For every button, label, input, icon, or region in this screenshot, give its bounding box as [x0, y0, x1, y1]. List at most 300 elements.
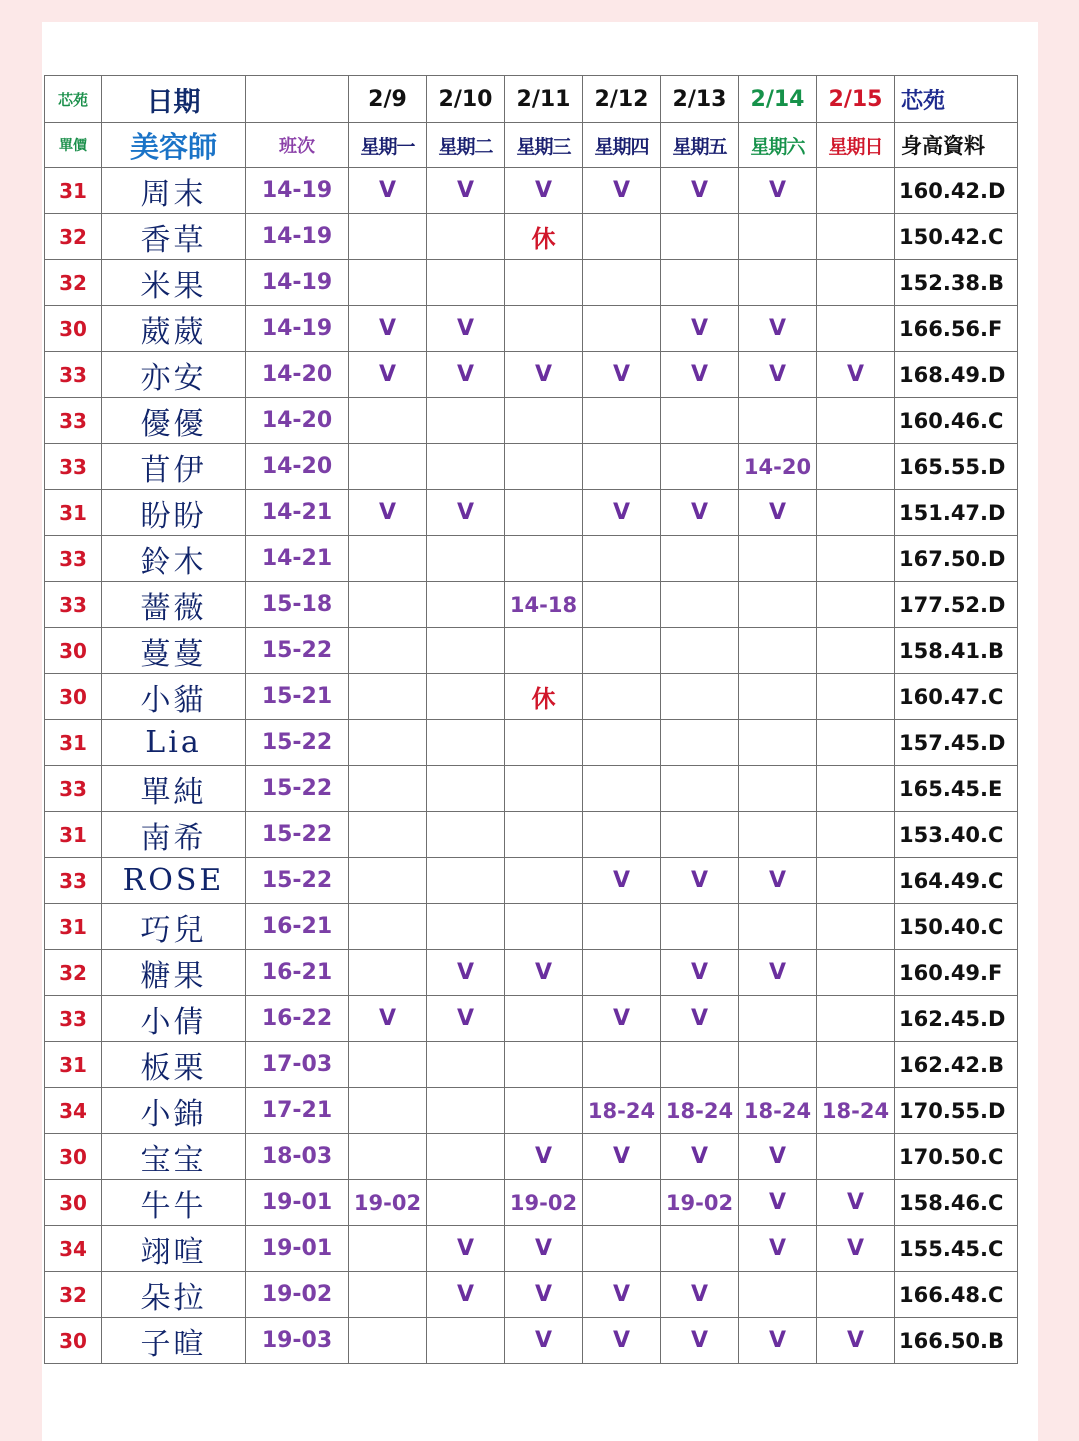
shift-cell: 14-19	[246, 168, 349, 214]
table-row	[45, 1042, 1018, 1088]
day-cell: 19-02	[349, 1180, 427, 1226]
beautician-name: 周末	[102, 168, 246, 214]
day-cell	[349, 628, 427, 674]
price-cell: 31	[45, 1042, 102, 1088]
day-cell	[349, 720, 427, 766]
table-row	[45, 628, 1018, 674]
day-cell	[661, 720, 739, 766]
schedule-table	[44, 75, 1018, 1364]
beautician-name: 蔓蔓	[102, 628, 246, 674]
day-cell	[505, 720, 583, 766]
day-cell	[427, 904, 505, 950]
header-date: 2/13	[661, 76, 739, 123]
day-cell: V	[739, 950, 817, 996]
day-cell	[349, 1272, 427, 1318]
day-cell: V	[505, 168, 583, 214]
shift-cell: 15-18	[246, 582, 349, 628]
day-cell	[583, 812, 661, 858]
day-cell: 18-24	[661, 1088, 739, 1134]
table-row	[45, 352, 1018, 398]
price-cell: 31	[45, 904, 102, 950]
day-cell	[583, 628, 661, 674]
height-info-cell: 160.46.C	[895, 398, 1018, 444]
day-cell: V	[583, 996, 661, 1042]
right-corner-label: 芯苑	[895, 76, 1018, 123]
beautician-name: 香草	[102, 214, 246, 260]
corner-label: 芯苑	[45, 76, 102, 123]
day-cell: V	[739, 858, 817, 904]
day-cell	[505, 1088, 583, 1134]
day-cell: V	[583, 352, 661, 398]
height-info-cell: 157.45.D	[895, 720, 1018, 766]
shift-cell: 19-02	[246, 1272, 349, 1318]
day-cell	[739, 766, 817, 812]
header-date-sunday: 2/15	[817, 76, 895, 123]
day-cell	[583, 444, 661, 490]
shift-cell: 16-21	[246, 950, 349, 996]
day-cell	[427, 628, 505, 674]
price-cell: 30	[45, 1180, 102, 1226]
shift-cell: 14-20	[246, 352, 349, 398]
table-row	[45, 1180, 1018, 1226]
day-cell: 14-20	[739, 444, 817, 490]
height-info-cell: 151.47.D	[895, 490, 1018, 536]
day-cell	[817, 904, 895, 950]
day-cell	[817, 766, 895, 812]
day-cell	[349, 1088, 427, 1134]
height-info-cell: 167.50.D	[895, 536, 1018, 582]
day-cell	[427, 766, 505, 812]
table-row	[45, 766, 1018, 812]
shift-cell: 14-19	[246, 306, 349, 352]
height-info-cell: 162.42.B	[895, 1042, 1018, 1088]
day-cell	[427, 214, 505, 260]
shift-cell: 15-22	[246, 812, 349, 858]
price-cell: 34	[45, 1088, 102, 1134]
header-date: 2/10	[427, 76, 505, 123]
day-cell	[427, 536, 505, 582]
schedule-sheet	[42, 22, 1038, 1441]
day-cell: V	[427, 1272, 505, 1318]
height-info-cell: 158.46.C	[895, 1180, 1018, 1226]
height-info-cell: 150.42.C	[895, 214, 1018, 260]
height-info-cell: 155.45.C	[895, 1226, 1018, 1272]
day-cell	[583, 766, 661, 812]
height-info-cell: 158.41.B	[895, 628, 1018, 674]
day-cell	[349, 214, 427, 260]
day-cell	[349, 444, 427, 490]
day-cell	[349, 674, 427, 720]
price-cell: 31	[45, 720, 102, 766]
shift-cell: 14-19	[246, 260, 349, 306]
day-cell	[583, 674, 661, 720]
beautician-name: 鈴木	[102, 536, 246, 582]
day-cell	[349, 1042, 427, 1088]
beautician-name: 葳葳	[102, 306, 246, 352]
height-info-header: 身高資料	[895, 123, 1018, 168]
header-date: 2/9	[349, 76, 427, 123]
price-cell: 32	[45, 950, 102, 996]
day-cell	[583, 398, 661, 444]
day-cell	[583, 904, 661, 950]
price-cell: 30	[45, 628, 102, 674]
day-cell: V	[817, 1226, 895, 1272]
day-cell	[817, 582, 895, 628]
height-info-cell: 170.50.C	[895, 1134, 1018, 1180]
day-cell	[427, 444, 505, 490]
height-info-cell: 162.45.D	[895, 996, 1018, 1042]
price-cell: 33	[45, 766, 102, 812]
day-cell: V	[349, 168, 427, 214]
day-cell	[661, 260, 739, 306]
table-row	[45, 950, 1018, 996]
day-cell	[817, 168, 895, 214]
day-cell	[427, 582, 505, 628]
day-cell	[817, 996, 895, 1042]
shift-cell: 15-21	[246, 674, 349, 720]
day-cell: V	[661, 490, 739, 536]
day-cell: 休	[505, 674, 583, 720]
price-cell: 33	[45, 996, 102, 1042]
beautician-name: 盼盼	[102, 490, 246, 536]
height-info-cell: 165.55.D	[895, 444, 1018, 490]
day-cell	[583, 582, 661, 628]
price-cell: 33	[45, 582, 102, 628]
shift-cell: 14-21	[246, 490, 349, 536]
day-cell: V	[349, 352, 427, 398]
day-cell	[661, 444, 739, 490]
price-cell: 32	[45, 214, 102, 260]
height-info-cell: 160.42.D	[895, 168, 1018, 214]
day-cell: V	[349, 996, 427, 1042]
height-info-cell: 166.56.F	[895, 306, 1018, 352]
day-cell	[739, 582, 817, 628]
day-cell	[505, 490, 583, 536]
day-cell	[427, 858, 505, 904]
day-cell	[505, 996, 583, 1042]
day-cell	[349, 260, 427, 306]
height-info-cell: 160.47.C	[895, 674, 1018, 720]
day-cell	[739, 1272, 817, 1318]
day-cell: V	[817, 1180, 895, 1226]
day-cell: V	[427, 996, 505, 1042]
table-row	[45, 444, 1018, 490]
price-cell: 30	[45, 674, 102, 720]
day-cell: 18-24	[739, 1088, 817, 1134]
price-cell: 31	[45, 168, 102, 214]
day-cell	[427, 812, 505, 858]
day-cell: V	[661, 352, 739, 398]
day-cell: V	[583, 168, 661, 214]
height-info-cell: 170.55.D	[895, 1088, 1018, 1134]
day-cell: V	[661, 1318, 739, 1364]
day-cell	[583, 260, 661, 306]
day-cell	[427, 398, 505, 444]
day-cell: V	[349, 306, 427, 352]
day-cell	[739, 812, 817, 858]
day-cell: V	[505, 1318, 583, 1364]
day-cell: V	[661, 996, 739, 1042]
day-cell	[505, 444, 583, 490]
price-cell: 33	[45, 352, 102, 398]
day-cell	[427, 1180, 505, 1226]
day-cell	[505, 398, 583, 444]
price-cell: 34	[45, 1226, 102, 1272]
day-cell	[349, 1318, 427, 1364]
beautician-name: 小倩	[102, 996, 246, 1042]
day-cell: V	[583, 490, 661, 536]
price-cell: 30	[45, 1134, 102, 1180]
day-cell	[817, 720, 895, 766]
day-cell: V	[583, 1272, 661, 1318]
shift-cell: 14-20	[246, 398, 349, 444]
table-row	[45, 674, 1018, 720]
day-cell	[817, 536, 895, 582]
beautician-name: 薔薇	[102, 582, 246, 628]
day-cell	[661, 1042, 739, 1088]
weekday-header: 星期三	[505, 123, 583, 168]
day-cell	[427, 1042, 505, 1088]
header-date-saturday: 2/14	[739, 76, 817, 123]
beautician-name: 苜伊	[102, 444, 246, 490]
shift-cell: 19-01	[246, 1180, 349, 1226]
day-cell	[427, 1088, 505, 1134]
day-cell	[739, 904, 817, 950]
day-cell: V	[583, 1134, 661, 1180]
day-cell: V	[661, 1134, 739, 1180]
beautician-name: 南希	[102, 812, 246, 858]
beautician-name: 亦安	[102, 352, 246, 398]
day-cell	[739, 260, 817, 306]
day-cell	[661, 674, 739, 720]
day-cell	[817, 306, 895, 352]
day-cell	[349, 536, 427, 582]
price-cell: 32	[45, 1272, 102, 1318]
day-cell	[739, 214, 817, 260]
header-date: 2/12	[583, 76, 661, 123]
day-cell: V	[661, 1272, 739, 1318]
day-cell: 19-02	[661, 1180, 739, 1226]
beautician-name: 小貓	[102, 674, 246, 720]
day-cell: V	[739, 168, 817, 214]
day-cell	[817, 950, 895, 996]
day-cell	[427, 260, 505, 306]
day-cell: 18-24	[583, 1088, 661, 1134]
day-cell: 14-18	[505, 582, 583, 628]
table-row	[45, 398, 1018, 444]
day-cell	[817, 628, 895, 674]
day-cell	[583, 214, 661, 260]
beautician-name: 巧兒	[102, 904, 246, 950]
table-row	[45, 1272, 1018, 1318]
day-cell	[817, 812, 895, 858]
shift-cell: 15-22	[246, 858, 349, 904]
day-cell: V	[739, 1318, 817, 1364]
shift-cell: 14-21	[246, 536, 349, 582]
price-cell: 32	[45, 260, 102, 306]
weekday-header-saturday: 星期六	[739, 123, 817, 168]
day-cell: V	[817, 352, 895, 398]
day-cell: V	[661, 950, 739, 996]
price-cell: 30	[45, 306, 102, 352]
day-cell: V	[505, 1134, 583, 1180]
day-cell	[349, 1226, 427, 1272]
day-cell	[349, 950, 427, 996]
day-cell	[505, 306, 583, 352]
day-cell	[661, 766, 739, 812]
day-cell: V	[505, 352, 583, 398]
shift-cell: 15-22	[246, 628, 349, 674]
beautician-name: Lia	[102, 720, 246, 766]
shift-cell: 17-21	[246, 1088, 349, 1134]
beautician-name: 板栗	[102, 1042, 246, 1088]
price-cell: 33	[45, 858, 102, 904]
price-cell: 33	[45, 536, 102, 582]
table-row	[45, 720, 1018, 766]
day-cell	[505, 536, 583, 582]
height-info-cell: 150.40.C	[895, 904, 1018, 950]
header-date: 2/11	[505, 76, 583, 123]
day-cell	[583, 1180, 661, 1226]
table-row	[45, 904, 1018, 950]
day-cell: V	[661, 306, 739, 352]
day-cell	[349, 398, 427, 444]
weekday-header: 星期一	[349, 123, 427, 168]
day-cell: V	[739, 1134, 817, 1180]
day-cell: V	[349, 490, 427, 536]
day-cell	[739, 720, 817, 766]
table-row	[45, 582, 1018, 628]
day-cell	[661, 628, 739, 674]
beautician-name: 朵拉	[102, 1272, 246, 1318]
day-cell: V	[427, 306, 505, 352]
beautician-name: 小錦	[102, 1088, 246, 1134]
date-title: 日期	[102, 76, 246, 123]
table-row	[45, 490, 1018, 536]
day-cell	[739, 674, 817, 720]
day-cell	[583, 950, 661, 996]
day-cell	[505, 904, 583, 950]
day-cell: V	[427, 950, 505, 996]
day-cell	[427, 1134, 505, 1180]
weekday-header: 星期四	[583, 123, 661, 168]
day-cell: V	[739, 352, 817, 398]
height-info-cell: 153.40.C	[895, 812, 1018, 858]
day-cell	[739, 1042, 817, 1088]
day-cell: 19-02	[505, 1180, 583, 1226]
day-cell: V	[427, 1226, 505, 1272]
table-row	[45, 1226, 1018, 1272]
day-cell	[349, 582, 427, 628]
height-info-cell: 177.52.D	[895, 582, 1018, 628]
shift-cell: 16-22	[246, 996, 349, 1042]
height-info-cell: 152.38.B	[895, 260, 1018, 306]
day-cell	[739, 536, 817, 582]
beautician-name: 單純	[102, 766, 246, 812]
height-info-cell: 166.48.C	[895, 1272, 1018, 1318]
shift-column-header: 班次	[246, 123, 349, 168]
header-empty-cell	[246, 76, 349, 123]
shift-cell: 14-19	[246, 214, 349, 260]
day-cell: V	[505, 1226, 583, 1272]
day-cell	[349, 812, 427, 858]
day-cell	[505, 260, 583, 306]
day-cell	[739, 398, 817, 444]
height-info-cell: 164.49.C	[895, 858, 1018, 904]
day-cell	[739, 628, 817, 674]
beautician-name: 優優	[102, 398, 246, 444]
day-cell: V	[583, 858, 661, 904]
header-row-labels	[45, 123, 1018, 168]
price-cell: 33	[45, 398, 102, 444]
day-cell	[349, 904, 427, 950]
table-row	[45, 306, 1018, 352]
height-info-cell: 166.50.B	[895, 1318, 1018, 1364]
beautician-name: 糖果	[102, 950, 246, 996]
day-cell: V	[739, 1226, 817, 1272]
day-cell	[661, 904, 739, 950]
day-cell	[505, 858, 583, 904]
table-row	[45, 858, 1018, 904]
price-cell: 31	[45, 490, 102, 536]
day-cell	[583, 1042, 661, 1088]
day-cell	[661, 536, 739, 582]
beautician-name: 子暄	[102, 1318, 246, 1364]
day-cell: V	[739, 490, 817, 536]
table-row	[45, 1134, 1018, 1180]
shift-cell: 14-20	[246, 444, 349, 490]
day-cell	[427, 674, 505, 720]
day-cell	[661, 398, 739, 444]
day-cell	[349, 858, 427, 904]
day-cell: V	[427, 352, 505, 398]
beautician-name: ROSE	[102, 858, 246, 904]
day-cell: 休	[505, 214, 583, 260]
day-cell	[817, 214, 895, 260]
table-row	[45, 812, 1018, 858]
day-cell	[817, 398, 895, 444]
beautician-name: 牛牛	[102, 1180, 246, 1226]
day-cell: 18-24	[817, 1088, 895, 1134]
day-cell: V	[427, 168, 505, 214]
day-cell	[739, 996, 817, 1042]
shift-cell: 17-03	[246, 1042, 349, 1088]
day-cell: V	[817, 1318, 895, 1364]
day-cell	[817, 490, 895, 536]
weekday-header: 星期二	[427, 123, 505, 168]
shift-cell: 15-22	[246, 720, 349, 766]
shift-cell: 18-03	[246, 1134, 349, 1180]
height-info-cell: 165.45.E	[895, 766, 1018, 812]
day-cell: V	[661, 858, 739, 904]
day-cell	[817, 444, 895, 490]
shift-cell: 16-21	[246, 904, 349, 950]
table-row	[45, 168, 1018, 214]
day-cell	[583, 536, 661, 582]
day-cell	[661, 812, 739, 858]
day-cell: V	[661, 168, 739, 214]
day-cell: V	[583, 1318, 661, 1364]
day-cell	[817, 1134, 895, 1180]
shift-cell: 19-01	[246, 1226, 349, 1272]
header-row-dates	[45, 76, 1018, 123]
day-cell: V	[739, 306, 817, 352]
table-row	[45, 1318, 1018, 1364]
price-cell: 31	[45, 812, 102, 858]
day-cell	[349, 1134, 427, 1180]
beautician-name: 宝宝	[102, 1134, 246, 1180]
table-row	[45, 996, 1018, 1042]
